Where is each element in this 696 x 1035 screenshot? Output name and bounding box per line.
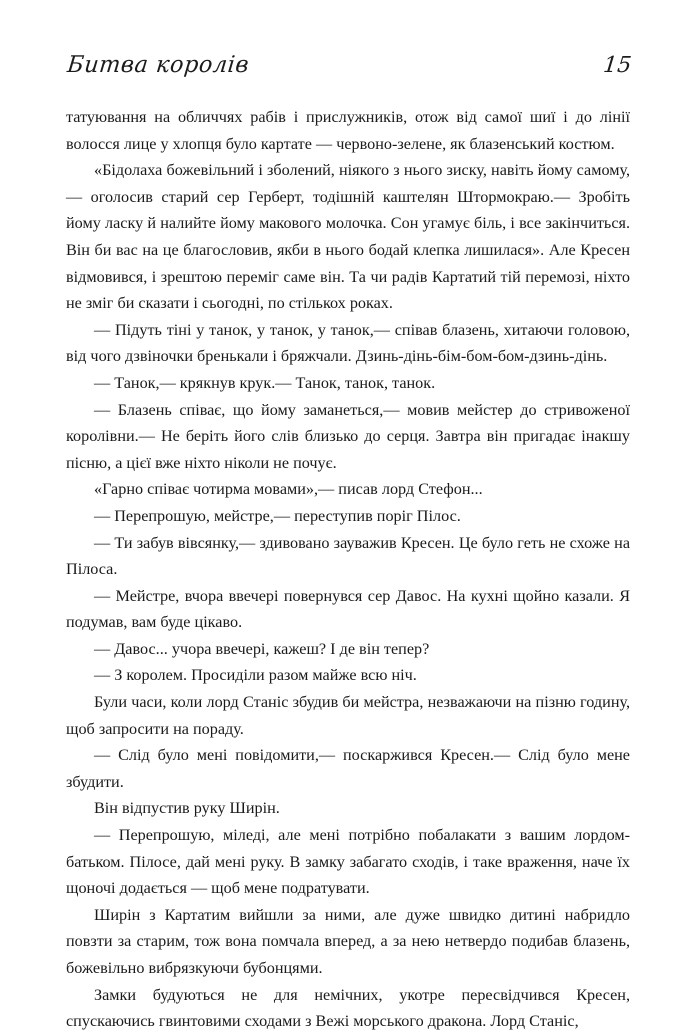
body-paragraph: — Перепрошую, мейстре,— переступив поріг Пілос.	[94, 506, 461, 525]
body-paragraph: — Танок,— крякнув крук.— Танок, танок, танок.	[94, 373, 436, 392]
body-text-column	[66, 104, 630, 1035]
body-paragraph: «Бідолаха божевільний і зболений, ніякого з нього зиску, навіть йому самому,— оголосив старий сер Герберт, тодішній каштелян Штормокраю.— Зробіть йому ласку й налийте йому макового молочка. Сон угамує біль, і все закінчиться. Він би вас на це благословив, якби в нього бодай клепка лишилася». Але Кресен відмовився, і зрештою переміг саме він. Та чи радів Картатий тій перемозі, ніхто не зміг би сказати і сьогодні, по стількох роках.	[66, 161, 630, 313]
body-paragraph: Були часи, коли лорд Станіс збудив би мейстра, незважаючи на пізню годину, щоб запросити на пораду.	[66, 693, 630, 738]
body-paragraph: — З королем. Просиділи разом майже всю ніч.	[94, 666, 417, 685]
running-head	[66, 52, 633, 86]
running-head-title: Битва королів	[66, 52, 251, 78]
body-paragraph: Ширін з Картатим вийшли за ними, але дуже швидко дитині набридло повзти за старим, тож вона помчала вперед, а за нею нетвердо подибав блазень, божевільно вибрязкуючи бубонцями.	[66, 905, 630, 977]
body-paragraph: Він відпустив руку Ширін.	[94, 799, 280, 818]
body-paragraph: «Гарно співає чотирма мовами»,— писав лорд Стефон...	[94, 480, 483, 499]
body-paragraph: — Мейстре, вчора ввечері повернувся сер Давос. На кухні щойно казали. Я подумав, вам буде цікаво.	[66, 586, 630, 632]
body-paragraph: Замки будуються не для немічних, укотре пересвідчився Кресен, спускаючись гвинтовими сходами з Вежі морського дракона. Лорд Станіс,	[66, 985, 630, 1031]
page-number: 15	[602, 53, 633, 78]
body-paragraph: — Слід було мені повідомити,— поскаржився Кресен.— Слід було мене збудити.	[66, 746, 630, 791]
body-paragraph: татуювання на обличчях рабів і прислужників, отож від самої шиї і до лінії волосся лице у хлопця було картате — червоно-зелене, як блазенський костюм.	[66, 108, 630, 153]
body-paragraph: — Ти забув вівсянку,— здивовано зауважив Кресен. Це було геть не схоже на Пілоса.	[66, 533, 630, 579]
body-paragraph: — Перепрошую, міледі, але мені потрібно побалакати з вашим лордом-батьком. Пілосе, дай мені руку. В замку забагато сходів, і таке враження, наче їх щоночі додається — щоб мене подратувати.	[66, 826, 630, 898]
body-paragraph: — Давос... учора ввечері, кажеш? І де він тепер?	[94, 639, 430, 658]
body-paragraph: — Блазень співає, що йому заманеться,— мовив мейстер до стривоженої королівни.— Не беріть його слів близько до серця. Завтра він пригадає інакшу пісню, а цієї вже ніхто ніколи не почує.	[66, 400, 630, 472]
body-paragraph: — Підуть тіні у танок, у танок, у танок,— співав блазень, хитаючи головою, від чого дзвіночки бренькали і бряжчали. Дзинь-дінь-бім-бом-бом-дзинь-дінь.	[66, 320, 630, 366]
